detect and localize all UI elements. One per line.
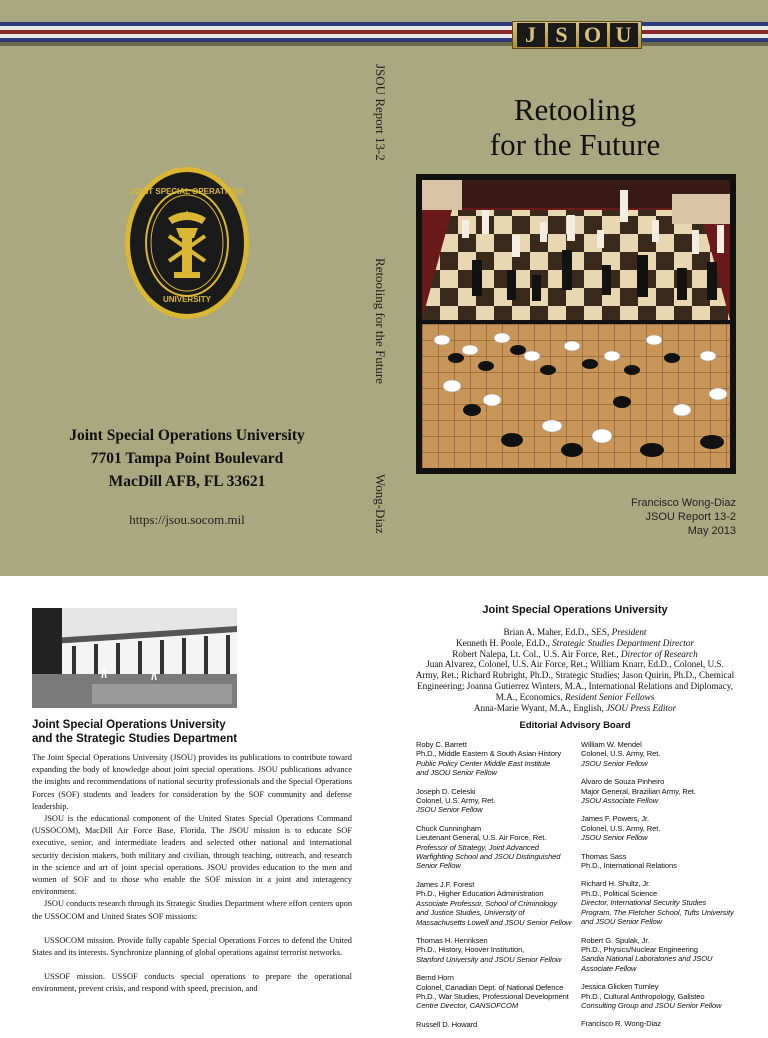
cover-stripes (0, 22, 768, 46)
board-column-left (416, 740, 580, 1038)
board-member (416, 936, 580, 964)
logo-letter-j: J (517, 23, 545, 47)
board-member-credential: Colonel, U.S. Army, Ret. (416, 796, 496, 806)
paragraph: JSOU conducts research through its Strategic Studies Department where effort centers upon the USSOCOM and United States SOF missions: (32, 899, 353, 921)
board-member (416, 787, 580, 815)
staff-entry (414, 627, 736, 638)
board-member-name: Joseph D. Celeski (416, 786, 476, 796)
staff-entry (414, 638, 736, 649)
staff-role: President (611, 627, 647, 637)
board-member-affiliation: Massachusetts Lowell and JSOU Senior Fellow (416, 917, 572, 927)
board-member-affiliation: Public Policy Center Middle East Institute (416, 758, 551, 768)
website-url[interactable]: https://jsou.socom.mil (129, 512, 245, 527)
board-member-credential: Ph.D., Physics/Nuclear Engineering (581, 944, 698, 954)
board-member (416, 880, 580, 927)
board-member-affiliation: Program, The Fletcher School, Tufts University (581, 907, 734, 917)
logo-letter-o: O (579, 23, 607, 47)
author-info (560, 496, 736, 538)
staff-name: Anna-Marie Wyant, M.A., English, (473, 702, 607, 713)
board-member-affiliation: Director, International Security Studies (581, 898, 707, 908)
paragraph: JSOU is the educational component of the United States Special Operations Command (USSOCOM), MacDill Air Force Base, Florida. The JSOU mission is to educate SOF executive, senior, and intermediate leaders and selected other national and international security decision makers, both military and civilian, through teaching, outreach, and research in the science and art of joint special operations. JSOU provides education to the men and women of SOF and to those who enable the SOF mission in a joint and interagency environment. (32, 814, 352, 897)
jsou-seal-icon (124, 166, 250, 320)
address-line: MacDill AFB, FL 33621 (108, 473, 266, 490)
board-member-affiliation: JSOU Senior Fellow (416, 805, 483, 815)
board-member-affiliation: Associate Fellow (581, 963, 637, 973)
board-member-name: Jessica Glicken Turnley (581, 982, 659, 992)
jsou-description (32, 752, 352, 996)
logo-letter-u: U (610, 23, 638, 47)
board-member-credential: Colonel, U.S. Army, Ret. (581, 749, 661, 759)
board-member-affiliation: Stanford University and JSOU Senior Fellow (416, 954, 562, 964)
title-line-2: for the Future (489, 127, 661, 162)
staff-role: Resident Senior Fellows (565, 691, 655, 702)
board-member (581, 982, 745, 1010)
book-title (420, 92, 730, 162)
board-member-affiliation: JSOU Senior Fellow (581, 833, 648, 843)
board-member-affiliation: Centre Director, CANSOFCOM (416, 1001, 519, 1011)
board-member (581, 740, 745, 768)
board-member-credential: Ph.D., Cultural Anthropology, Galisteo (581, 991, 705, 1001)
logo-letter-s: S (548, 23, 576, 47)
board-member-credential: Lieutenant General, U.S. Air Force, Ret. (416, 833, 547, 843)
board-member-name: James F. Powers, Jr. (581, 814, 650, 824)
board-member-affiliation: JSOU Associate Fellow (581, 796, 658, 806)
staff-name: Brian A. Maher, Ed.D., SES, (503, 627, 612, 637)
staff-name: Kenneth H. Poole, Ed.D., (456, 637, 553, 648)
board-member-affiliation: and Justice Studies, University of (416, 908, 525, 918)
board-member (581, 852, 745, 871)
address-line: 7701 Tampa Point Boulevard (90, 450, 284, 467)
board-member-name: Bernd Horn (416, 973, 454, 983)
spine-author: Wong-Diaz (373, 474, 388, 534)
board-member-affiliation: JSOU Senior Fellow (581, 758, 648, 768)
board-column-right (581, 740, 745, 1038)
board-member-affiliation: Associate Professor, School of Criminology (416, 898, 557, 908)
right-heading: Joint Special Operations University (482, 604, 668, 616)
board-member-name: Thomas H. Henriksen (416, 935, 488, 945)
svg-text:JOINT SPECIAL OPERATIONS: JOINT SPECIAL OPERATIONS (129, 187, 245, 196)
board-member-credential: Ph.D., History, Hoover Institution, (416, 945, 525, 955)
board-member-name: Alvaro de Souza Pinheiro (581, 777, 665, 787)
board-member-credential: Ph.D., Middle Eastern & South Asian History (416, 749, 562, 759)
board-member-name: Robert G. Spulak, Jr. (581, 935, 650, 945)
author-name: Francisco Wong-Diaz (631, 497, 736, 509)
board-member-affiliation: Consulting Group and JSOU Senior Fellow (581, 1000, 722, 1010)
left-heading-line-1: Joint Special Operations University (32, 719, 226, 731)
board-member-name: Richard H. Shultz, Jr. (581, 879, 651, 889)
staff-role: Director of Research (620, 648, 698, 659)
cover-photo-chess-go (416, 174, 736, 474)
paragraph-ussof-mission: USSOF mission. USSOF conducts special operations to prepare the operational environment, prevent crisis, and respond with speed, precision, and (32, 972, 352, 994)
board-member (581, 936, 745, 974)
staff-entry (414, 659, 736, 702)
building-photo (32, 608, 237, 708)
board-member (416, 973, 580, 1011)
staff-entry (414, 703, 736, 714)
report-number: JSOU Report 13-2 (645, 511, 736, 523)
svg-text:UNIVERSITY: UNIVERSITY (162, 295, 212, 304)
address-line: Joint Special Operations University (69, 427, 305, 444)
staff-list (414, 627, 736, 713)
board-member-name: William W. Mendel (581, 740, 642, 749)
title-line-1: Retooling (513, 92, 637, 127)
board-member-credential: Ph.D., Higher Education Administration (416, 889, 544, 899)
board-member-name: Thomas Sass (581, 851, 627, 861)
paragraph-ussocom-mission: USSOCOM mission. Provide fully capable Special Operations Forces to defend the United States and its interests. Synchronize planning of global operations against terrorist networks. (32, 935, 352, 958)
jsou-logo (512, 21, 642, 49)
board-member-name: Roby C. Barrett (416, 740, 467, 749)
publication-date: May 2013 (687, 525, 736, 537)
university-address (30, 424, 344, 493)
staff-name: Robert Nalepa, Lt. Col., U.S. Air Force, Ret., (452, 648, 621, 659)
staff-role: Strategic Studies Department Director (552, 637, 694, 648)
spine-title: Retooling for the Future (373, 258, 388, 385)
board-member-name: Francisco R. Wong-Diaz (581, 1019, 661, 1029)
board-member-affiliation: Warfighting School and JSOU Distinguished (416, 852, 561, 862)
board-member (581, 879, 745, 926)
board-member-credential: Ph.D., Political Science (581, 888, 658, 898)
staff-entry (414, 649, 736, 660)
left-heading-line-2: and the Strategic Studies Department (32, 733, 238, 745)
board-member-affiliation: Sandia National Laboratories and JSOU (581, 954, 713, 964)
board-member-affiliation: Senior Fellow (416, 861, 461, 871)
board-member (581, 1019, 745, 1028)
board-member-credential: Major General, Brazilian Army, Ret. (581, 786, 696, 796)
board-member-name: James J.F. Forest (416, 879, 475, 889)
board-member-affiliation: Professor of Strategy, Joint Advanced (416, 842, 539, 852)
board-member-credential: Colonel, Canadian Dept. of National Defence (416, 982, 564, 992)
board-member-credential: Ph.D., International Relations (581, 861, 677, 871)
board-member-affiliation: and JSOU Senior Fellow (581, 917, 662, 927)
board-member-name: Chuck Cunningham (416, 823, 482, 833)
board-heading: Editorial Advisory Board (519, 720, 631, 731)
staff-name: Juan Alvarez, Colonel, U.S. Air Force, Ret.; William Knarr, Ed.D., Colonel, U.S. Army, Ret.; Richard Rubright, Ph.D., Strategic Studies; Jason Quirin, Ph.D., Chemical Engineering; Joanna Gutierrez Winters, M.A., International Relations and Diplomacy, M.A., Economics, (415, 659, 735, 702)
staff-role: JSOU Press Editor (606, 702, 677, 713)
left-heading (32, 718, 352, 746)
board-member (581, 814, 745, 842)
spine-report: JSOU Report 13-2 (373, 64, 388, 161)
board-member (581, 777, 745, 805)
board-member-credential: Colonel, U.S. Army, Ret. (581, 823, 661, 833)
board-member-credential: Ph.D., War Studies, Professional Development (416, 991, 569, 1001)
board-member (416, 824, 580, 871)
spine-text (372, 64, 396, 544)
board-member (416, 1020, 580, 1029)
board-member-name: Russell D. Howard (416, 1019, 478, 1029)
paragraph: The Joint Special Operations University (JSOU) provides its publications to contribute toward expanding the body of knowledge about joint special operations. JSOU publications advance the insights and recommendations of national security professionals and the Special Operations Forces (SOF) students and leaders for consideration by the SOF community and defense leadership. (32, 753, 352, 811)
board-member (416, 740, 580, 778)
board-member-affiliation: and JSOU Senior Fellow (416, 768, 497, 778)
